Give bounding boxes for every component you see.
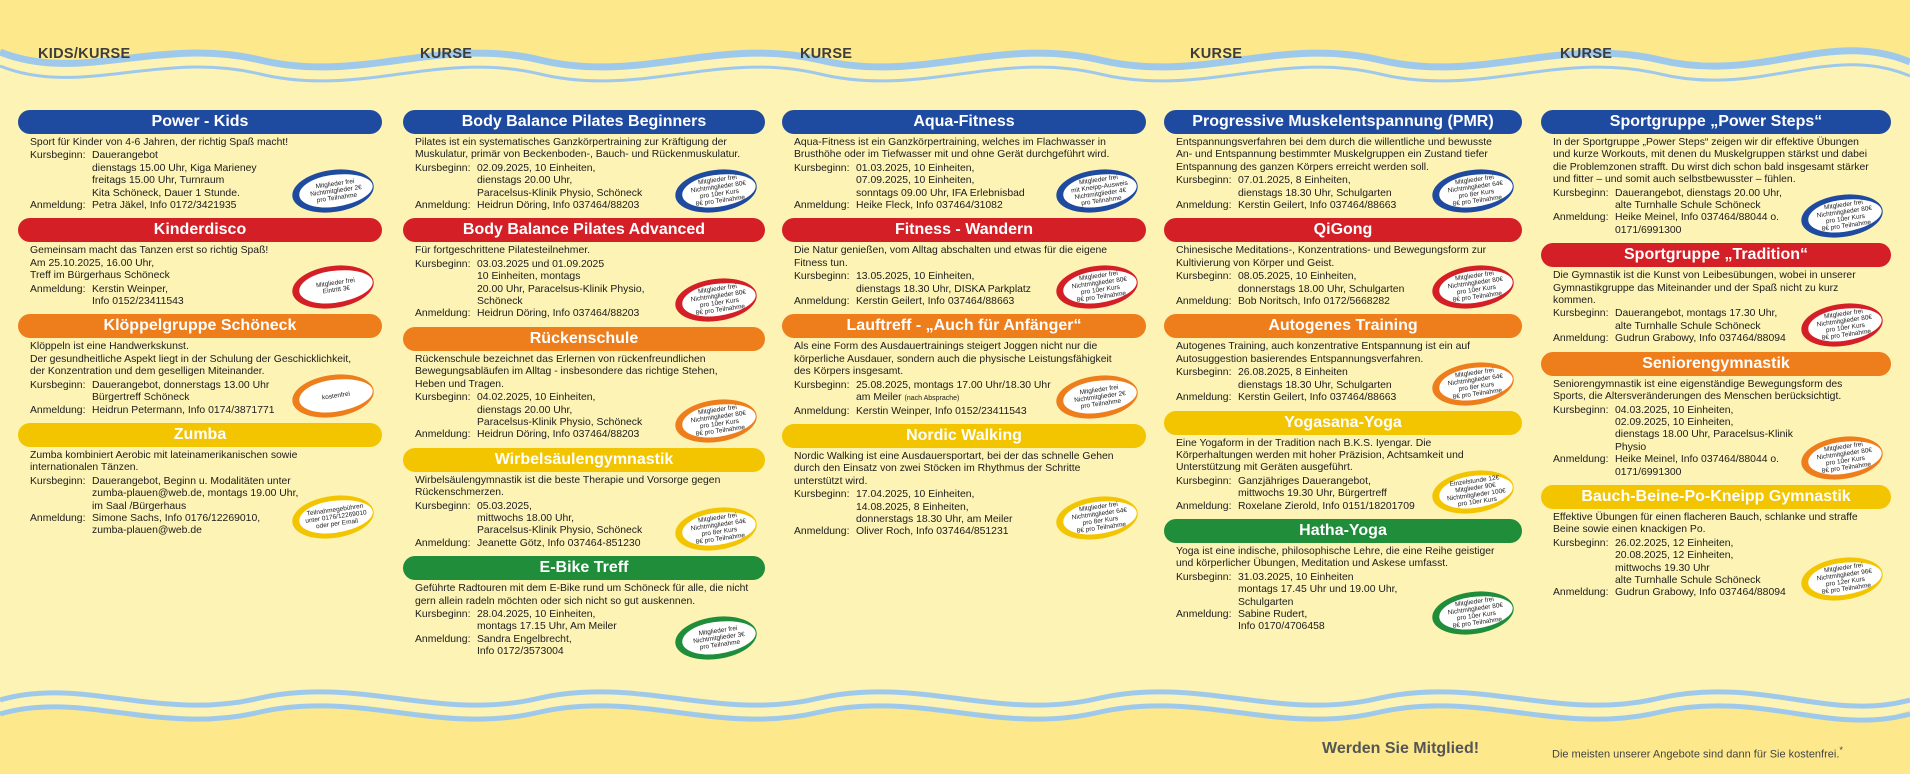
course-column: [403, 110, 765, 665]
course-body: [403, 245, 765, 320]
detail-label: Kursbeginn:: [1553, 187, 1609, 199]
price-badge: Mitglieder frei Nichtmitglieder 80€ pro 10er Kurs 8€ pro Teilnahme: [1798, 190, 1885, 243]
detail-value: Gudrun Grabowy, Info 037464/88094: [1615, 587, 1786, 599]
course-description: Als eine Form des Ausdauertrainings steigert Joggen nicht nur die körperliche Ausdauer, sondern auch die physische Leistungsfähigkeit des Körpers insgesamt.: [794, 341, 1112, 378]
course-description: In der Sportgruppe „Power Steps“ zeigen wir dir effektive Übungen und kurze Workouts, mit denen du Muskelgruppen stärkst und dabei die Problemzonen strafft. Du wirst dich schon bald insgesamt stärker und fitter – und somit auch selbstbewusster – fühlen.: [1553, 137, 1869, 186]
course-description: Die Gymnastik ist die Kunst von Leibesübungen, wobei in unserer Gymnastikgruppe das Miteinander und der Spaß nicht zu kurz kommen.: [1553, 270, 1856, 307]
course-description: Gemeinsam macht das Tanzen erst so richtig Spaß! Am 25.10.2025, 16.00 Uhr, Treff im Bürgerhaus Schöneck: [30, 245, 269, 282]
detail-label: Anmeldung:: [794, 296, 850, 308]
course-title: E-Bike Treff: [403, 556, 765, 580]
detail-label: Anmeldung:: [1176, 608, 1232, 620]
detail-label: Anmeldung:: [1553, 212, 1609, 224]
course-body: [782, 245, 1146, 308]
detail-value: Kerstin Geilert, Info 037464/88663: [1238, 392, 1397, 404]
detail-label: Kursbeginn:: [415, 392, 471, 404]
course-block: [403, 218, 765, 320]
detail-label: Anmeldung:: [415, 633, 471, 645]
price-badge: Mitglieder frei Nichtmitglieder 64€ pro 8er Kurs 8€ pro Teilnahme: [672, 503, 759, 556]
detail-value: Sabine Rudert, Info 0170/4706458: [1238, 608, 1325, 633]
course-column: [782, 110, 1146, 545]
price-badge: Mitglieder frei Nichtmitglieder 80€ pro 10er Kurs 8€ pro Teilnahme: [1798, 431, 1885, 484]
course-block: [18, 110, 382, 212]
course-title: Yogasana-Yoga: [1164, 411, 1522, 435]
price-badge: Mitglieder frei Nichtmitglieder 80€ pro 10er Kurs 8€ pro Teilnahme: [1053, 261, 1140, 314]
detail-label: Kursbeginn:: [415, 258, 471, 270]
course-body: [18, 245, 382, 308]
detail-label: Kursbeginn:: [1553, 308, 1609, 320]
course-description: Geführte Radtouren mit dem E-Bike rund um Schöneck für alle, die nicht gern allein radeln möchten oder sich nicht so gut auskennen.: [415, 583, 749, 607]
detail-value: Kerstin Weinper, Info 0152/23411543: [856, 405, 1027, 417]
course-body: [403, 354, 765, 442]
detail-value: 08.05.2025, 10 Einheiten, donnerstags 18.00 Uhr, Schulgarten: [1238, 271, 1405, 295]
price-badge: Mitglieder frei Nichtmitglieder 64€ pro 8er Kurs 8€ pro Teilnahme: [1429, 165, 1516, 218]
price-badge: Mitglieder frei mit Kneipp-Ausweis Nichtmitglieder 4€ pro Teilnahme: [1053, 165, 1140, 218]
course-body: [1541, 270, 1891, 345]
course-body: [1164, 546, 1522, 634]
detail-label: Kursbeginn:: [794, 271, 850, 283]
detail-value: Petra Jäkel, Info 0172/3421935: [92, 200, 237, 212]
detail-value: Oliver Roch, Info 037464/851231: [856, 526, 1009, 538]
course-body: [18, 137, 382, 212]
course-title: Seniorengymnastik: [1541, 352, 1891, 376]
detail-label: Anmeldung:: [415, 429, 471, 441]
detail-value: 05.03.2025, mittwochs 18.00 Uhr, Paracelsus-Klinik Physio, Schöneck: [477, 500, 643, 537]
course-description: Seniorengymnastik ist eine eigenständige Bewegungsform des Sports, die Altersveränderungen des Menschen berücksichtigt.: [1553, 378, 1843, 403]
detail-label: Kursbeginn:: [794, 162, 850, 174]
course-body: [1164, 341, 1522, 404]
detail-value: Info 0152/23411543: [92, 296, 184, 308]
course-block: [1164, 110, 1522, 212]
course-description: Aqua-Fitness ist ein Ganzkörpertraining, welches im Flachwasser in Brusthöhe oder im Tiefwasser mit und ohne Gerät durchgeführt wird.: [794, 137, 1110, 161]
detail-label: Kursbeginn:: [794, 379, 850, 391]
detail-label: Anmeldung:: [1176, 500, 1232, 512]
detail-value: Sandra Engelbrecht, Info 0172/3573004: [477, 633, 572, 658]
detail-label: Anmeldung:: [1176, 200, 1232, 212]
detail-value: Dauerangebot dienstags 15.00 Uhr, Kiga Marieney freitags 15.00 Uhr, Turnraum Kita Schöneck, Dauer 1 Stunde.: [92, 150, 257, 199]
course-block: [782, 424, 1146, 539]
course-title: Power - Kids: [18, 110, 382, 134]
course-description: Klöppeln ist eine Handwerkskunst. Der gesundheitliche Aspekt liegt in der Schulung der Geschicklichkeit, der Konzentration und dem geselligen Miteinander.: [30, 341, 352, 378]
detail-value: 02.09.2025, 10 Einheiten, dienstags 20.00 Uhr, Paracelsus-Klinik Physio, Schöneck: [477, 162, 643, 199]
course-description: Die Natur genießen, vom Alltag abschalten und etwas für die eigene Fitness tun.: [794, 245, 1108, 269]
course-description: Für fortgeschrittene Pilatesteilnehmer.: [415, 245, 590, 257]
course-description: Chinesische Meditations-, Konzentrations- und Bewegungsform zur Kultivierung von Körper und Geist.: [1176, 245, 1487, 269]
course-body: [1541, 379, 1891, 479]
course-block: [403, 110, 765, 212]
course-title: Bauch-Beine-Po-Kneipp Gymnastik: [1541, 485, 1891, 509]
price-badge: Mitglieder frei Nichtmitglieder 80€ pro 10er Kurs 8€ pro Teilnahme: [672, 165, 759, 218]
course-description: Wirbelsäulengymnastik ist die beste Therapie und Vorsorge gegen Rückenschmerzen.: [415, 474, 721, 499]
price-badge: Einzelstunde 12€ Mitglieder 90€ Nichtmitglieder 100€ pro 10er Kurs: [1429, 465, 1516, 518]
detail-label: Anmeldung:: [30, 512, 86, 524]
course-block: [1164, 411, 1522, 513]
course-description: Effektive Übungen für einen flacheren Bauch, schlanke und straffe Beine sowie einen knackigen Po.: [1553, 511, 1858, 536]
detail-value: 13.05.2025, 10 Einheiten, dienstags 18.30 Uhr, DISKA Parkplatz: [856, 271, 1032, 295]
course-block: [1164, 218, 1522, 308]
detail-value: Dauerangebot, Beginn u. Modalitäten unter zumba-plauen@web.de, montags 19.00 Uhr, im Saal /Bürgerhaus: [92, 475, 299, 512]
course-body: [1164, 137, 1522, 212]
detail-label: [30, 296, 92, 308]
course-description: Sport für Kinder von 4-6 Jahren, der richtig Spaß macht!: [30, 137, 289, 148]
detail-value: Dauerangebot, donnerstags 13.00 Uhr Bürgertreff Schöneck: [92, 379, 270, 404]
course-body: [782, 341, 1146, 417]
course-title: Fitness - Wandern: [782, 218, 1146, 242]
course-block: [782, 110, 1146, 212]
detail-value: Bob Noritsch, Info 0172/5668282: [1238, 296, 1390, 308]
course-block: [1164, 519, 1522, 634]
detail-label: Kursbeginn:: [415, 500, 471, 512]
detail-value: Simone Sachs, Info 0176/12269010, zumba-plauen@web.de: [92, 512, 261, 537]
detail-value: 26.08.2025, 8 Einheiten dienstags 18.30 Uhr, Schulgarten: [1238, 367, 1392, 391]
detail-value: 04.03.2025, 10 Einheiten, 02.09.2025, 10 Einheiten, dienstags 18.00 Uhr, Paracelsus-Klinik Physio: [1615, 404, 1793, 453]
course-title: Nordic Walking: [782, 424, 1146, 448]
course-body: [1541, 137, 1891, 237]
detail-label: Anmeldung:: [1176, 296, 1232, 308]
course-body: [18, 450, 382, 538]
column-header: KURSE: [1190, 46, 1243, 62]
detail-value: Gudrun Grabowy, Info 037464/88094: [1615, 333, 1786, 345]
course-title: Hatha-Yoga: [1164, 519, 1522, 543]
price-badge: Mitglieder frei Nichtmitglieder 64€ pro 8er Kurs 8€ pro Teilnahme: [1053, 491, 1140, 544]
course-title: Zumba: [18, 423, 382, 447]
detail-label: Anmeldung:: [1553, 587, 1609, 599]
detail-note: (nach Absprache): [904, 395, 960, 403]
course-block: [782, 314, 1146, 417]
course-title: Rückenschule: [403, 327, 765, 351]
detail-value: Heidrun Döring, Info 037464/88203: [477, 429, 640, 441]
detail-label: Anmeldung:: [794, 526, 850, 538]
course-body: [1541, 512, 1891, 600]
detail-label: Anmeldung:: [30, 283, 86, 295]
detail-label: Kursbeginn:: [1176, 271, 1232, 283]
course-description: Entspannungsverfahren bei dem durch die willentliche und bewusste An- und Entspannung bestimmter Muskelgruppen ein Zustand tiefer Entspannung des ganzen Körpers erreicht werden soll.: [1176, 137, 1492, 173]
price-badge: Mitglieder frei Nichtmitglieder 3€ pro Teilnahme: [672, 611, 759, 664]
detail-value: 28.04.2025, 10 Einheiten, montags 17.15 Uhr, Am Meiler: [477, 608, 617, 633]
course-description: Eine Yogaform in der Tradition nach B.K.S. Iyengar. Die Körperhaltungen werden mit hoher Präzision, Achtsamkeit und Unterstützung mit Geräten ausgeführt.: [1176, 437, 1464, 474]
course-title: Body Balance Pilates Advanced: [403, 218, 765, 242]
price-badge: Mitglieder frei Nichtmitglieder 2€ pro Teilnahme: [289, 165, 376, 218]
course-title: Sportgruppe „Tradition“: [1541, 243, 1891, 267]
column-header: KIDS/KURSE: [38, 46, 131, 62]
course-description: Yoga ist eine indische, philosophische Lehre, die eine Reihe geistiger und körperlicher Übungen, Meditation und Askese umfasst.: [1176, 545, 1495, 570]
detail-value: Heike Meinel, Info 037464/88044 o. 0171/6991300: [1615, 454, 1780, 478]
detail-value: 03.03.2025 und 01.09.2025 10 Einheiten, montags 20.00 Uhr, Paracelsus-Klinik Physio, Schöneck: [477, 258, 645, 308]
course-body: [403, 475, 765, 550]
detail-label: Anmeldung:: [1553, 333, 1609, 345]
course-body: [18, 341, 382, 416]
detail-label: Anmeldung:: [30, 200, 86, 212]
detail-label: Kursbeginn:: [1553, 404, 1609, 416]
course-block: [403, 448, 765, 550]
price-badge: Mitglieder frei Eintritt 3€: [289, 261, 376, 314]
course-description: Pilates ist ein systematisches Ganzkörpertraining zur Kräftigung der Muskulatur, primär von Beckenboden-, Bauch- und Rückenmuskulatur.: [415, 137, 741, 161]
detail-value: Jeanette Götz, Info 037464-851230: [477, 537, 641, 549]
course-block: [18, 314, 382, 416]
detail-value: Roxelane Zierold, Info 0151/18201709: [1238, 500, 1415, 512]
detail-label: Anmeldung:: [794, 405, 850, 417]
course-description: Autogenes Training, auch konzentrative Entspannung ist ein auf Autosuggestion basierendes Entspannungsverfahren.: [1176, 341, 1471, 365]
course-block: [18, 423, 382, 538]
detail-label: Kursbeginn:: [30, 379, 86, 391]
course-column: [18, 110, 382, 544]
course-block: [1541, 243, 1891, 345]
detail-label: Kursbeginn:: [415, 608, 471, 620]
detail-value: Kerstin Geilert, Info 037464/88663: [1238, 200, 1397, 212]
price-badge: Mitglieder frei Nichtmitglieder 64€ pro 8er Kurs 8€ pro Teilnahme: [1429, 357, 1516, 410]
course-title: Sportgruppe „Power Steps“: [1541, 110, 1891, 134]
column-header: KURSE: [800, 46, 853, 62]
course-body: [403, 137, 765, 212]
detail-label: Kursbeginn:: [1553, 537, 1609, 549]
detail-label: Kursbeginn:: [30, 150, 86, 162]
detail-label: Kursbeginn:: [1176, 475, 1232, 487]
detail-label: Kursbeginn:: [1176, 367, 1232, 379]
column-header: KURSE: [1560, 46, 1613, 62]
course-block: [1541, 352, 1891, 479]
course-title: Progressive Muskelentspannung (PMR): [1164, 110, 1522, 134]
course-body: [1164, 438, 1522, 513]
detail-value: Ganzjähriges Dauerangebot, mittwochs 19.30 Uhr, Bürgertreff: [1238, 475, 1387, 500]
price-badge: Mitglieder frei Nichtmitglieder 80€ pro 10er Kurs 8€ pro Teilnahme: [1429, 261, 1516, 314]
detail-label: Kursbeginn:: [1176, 175, 1232, 187]
price-badge: kostenfrei: [289, 369, 376, 422]
course-description: Rückenschule bezeichnet das Erlernen von rückenfreundlichen Bewegungsabläufen im Alltag - insbesondere das richtige Stehen, Heben und Tragen.: [415, 353, 718, 390]
price-badge: Mitglieder frei Nichtmitglieder 96€ pro 12er Kurs 8€ pro Teilnahme: [1798, 552, 1885, 605]
detail-value: Kerstin Geilert, Info 037464/88663: [856, 296, 1015, 308]
detail-label: Kursbeginn:: [415, 162, 471, 174]
price-badge: Mitglieder frei Nichtmitglieder 2€ pro Teilnahme: [1053, 370, 1140, 423]
course-body: [403, 583, 765, 658]
course-column: [1164, 110, 1522, 640]
detail-value: Heike Fleck, Info 037464/31082: [856, 200, 1003, 212]
detail-value: 04.02.2025, 10 Einheiten, dienstags 20.00 Uhr, Paracelsus-Klinik Physio, Schöneck: [477, 392, 643, 428]
course-block: [403, 327, 765, 442]
detail-label: Anmeldung:: [415, 200, 471, 212]
course-title: Klöppelgruppe Schöneck: [18, 314, 382, 338]
price-badge: Mitglieder frei Nichtmitglieder 80€ pro 10er Kurs 8€ pro Teilnahme: [672, 394, 759, 447]
detail-value: 01.03.2025, 10 Einheiten, 07.09.2025, 10 Einheiten, sonntags 09.00 Uhr, IFA Erlebnisbad: [856, 162, 1025, 199]
course-column: [1541, 110, 1891, 606]
detail-label: Kursbeginn:: [30, 475, 86, 487]
detail-value: Dauerangebot, dienstags 20.00 Uhr, alte Turnhalle Schule Schöneck: [1615, 187, 1782, 212]
course-title: Aqua-Fitness: [782, 110, 1146, 134]
footer-cta: Werden Sie Mitglied!: [1322, 740, 1480, 757]
detail-value: Kerstin Weinper,: [92, 283, 169, 295]
course-title: QiGong: [1164, 218, 1522, 242]
detail-value: 17.04.2025, 10 Einheiten, 14.08.2025, 8 Einheiten, donnerstags 18.30 Uhr, am Meiler: [856, 489, 1013, 525]
price-badge: Mitglieder frei Nichtmitglieder 80€ pro 10er Kurs 8€ pro Teilnahme: [1798, 298, 1885, 351]
detail-value: Dauerangebot, montags 17.30 Uhr, alte Turnhalle Schule Schöneck: [1615, 308, 1778, 332]
course-block: [1541, 110, 1891, 237]
detail-value: Heidrun Döring, Info 037464/88203: [477, 200, 640, 212]
detail-value: Heike Meinel, Info 037464/88044 o. 0171/6991300: [1615, 212, 1780, 236]
detail-value: 31.03.2025, 10 Einheiten montags 17.45 Uhr und 19.00 Uhr, Schulgarten: [1238, 571, 1398, 608]
detail-value: Heidrun Petermann, Info 0174/3871771: [92, 404, 275, 416]
detail-label: Anmeldung:: [794, 200, 850, 212]
course-description: Zumba kombiniert Aerobic mit lateinamerikanischen sowie internationalen Tänzen.: [30, 449, 298, 474]
course-block: [1541, 485, 1891, 600]
course-title: Lauftreff - „Auch für Anfänger“: [782, 314, 1146, 338]
detail-label: Anmeldung:: [1553, 454, 1609, 466]
course-block: [403, 556, 765, 658]
detail-label: Anmeldung:: [415, 537, 471, 549]
course-title: Autogenes Training: [1164, 314, 1522, 338]
price-badge: Teilnahmegebühren unter 0176/12269010 oder per Email: [289, 490, 376, 543]
price-badge: Mitglieder frei Nichtmitglieder 80€ pro 10er Kurs 8€ pro Teilnahme: [1429, 586, 1516, 639]
detail-label: Anmeldung:: [30, 404, 86, 416]
detail-value: 25.08.2025, montags 17.00 Uhr/18.30 Uhr am Meiler (nach Absprache): [856, 379, 1051, 404]
column-header: KURSE: [420, 46, 473, 62]
detail-label: Anmeldung:: [415, 308, 471, 320]
course-title: Kinderdisco: [18, 218, 382, 242]
detail-label: Kursbeginn:: [1176, 571, 1232, 583]
course-body: [782, 137, 1146, 212]
course-title: Wirbelsäulengymnastik: [403, 448, 765, 472]
course-block: [18, 218, 382, 308]
course-body: [782, 451, 1146, 539]
course-title: Body Balance Pilates Beginners: [403, 110, 765, 134]
footer-note: Die meisten unserer Angebote sind dann für Sie kostenfrei.*: [1552, 745, 1843, 761]
detail-value: Heidrun Döring, Info 037464/88203: [477, 308, 640, 320]
detail-label: Kursbeginn:: [794, 489, 850, 501]
price-badge: Mitglieder frei Nichtmitglieder 80€ pro 10er Kurs 8€ pro Teilnahme: [672, 273, 759, 326]
detail-label: Anmeldung:: [1176, 392, 1232, 404]
course-body: [1164, 245, 1522, 308]
detail-value: 07.01.2025, 8 Einheiten, dienstags 18.30 Uhr, Schulgarten: [1238, 175, 1392, 199]
course-block: [782, 218, 1146, 308]
course-description: Nordic Walking ist eine Ausdauersportart, bei der das schnelle Gehen durch den Einsatz von zwei Stöcken im Rhythmus der Schritte unterstützt wird.: [794, 450, 1114, 487]
course-block: [1164, 314, 1522, 404]
detail-value: 26.02.2025, 12 Einheiten, 20.08.2025, 12 Einheiten, mittwochs 19.30 Uhr alte Turnhalle Schule Schöneck: [1615, 537, 1761, 586]
